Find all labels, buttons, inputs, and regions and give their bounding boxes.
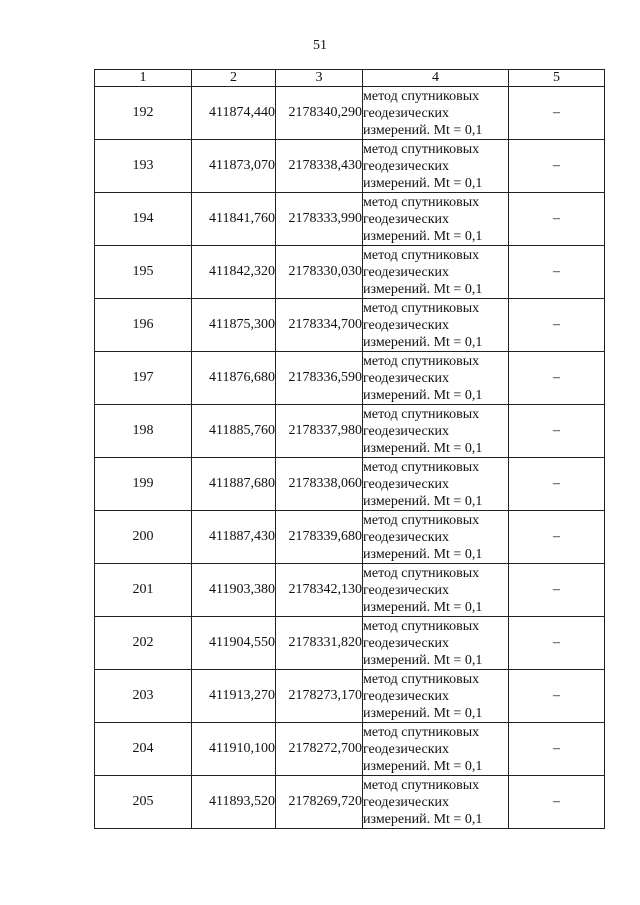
column-header-4: 4 [363, 70, 509, 87]
method-cell [363, 405, 509, 458]
method-line: геодезических [363, 582, 450, 598]
method-line: геодезических [363, 105, 450, 121]
table-row [95, 352, 605, 405]
y-coordinate-cell: 2178336,590 [276, 352, 363, 405]
method-line: метод спутниковых [363, 88, 480, 104]
method-cell [363, 723, 509, 776]
table-row [95, 776, 605, 829]
method-cell [363, 140, 509, 193]
y-coordinate-cell: 2178338,430 [276, 140, 363, 193]
note-cell: – [509, 617, 605, 670]
y-coordinate-cell: 2178333,990 [276, 193, 363, 246]
x-coordinate-cell: 411913,270 [192, 670, 276, 723]
y-coordinate-cell: 2178269,720 [276, 776, 363, 829]
y-coordinate-cell: 2178331,820 [276, 617, 363, 670]
method-line: метод спутниковых [363, 777, 480, 793]
x-coordinate-cell: 411842,320 [192, 246, 276, 299]
method-line: измерений. Mt = 0,1 [363, 175, 483, 191]
x-coordinate-cell: 411841,760 [192, 193, 276, 246]
point-number-cell: 192 [95, 87, 192, 140]
method-line: измерений. Mt = 0,1 [363, 599, 483, 615]
point-number-cell: 203 [95, 670, 192, 723]
x-coordinate-cell: 411893,520 [192, 776, 276, 829]
note-cell: – [509, 564, 605, 617]
method-line: геодезических [363, 794, 450, 810]
y-coordinate-cell: 2178338,060 [276, 458, 363, 511]
point-number-cell: 198 [95, 405, 192, 458]
note-cell: – [509, 352, 605, 405]
method-line: геодезических [363, 370, 450, 386]
point-number-cell: 205 [95, 776, 192, 829]
method-line: геодезических [363, 688, 450, 704]
method-line: измерений. Mt = 0,1 [363, 122, 483, 138]
method-line: метод спутниковых [363, 300, 480, 316]
note-cell: – [509, 458, 605, 511]
method-line: измерений. Mt = 0,1 [363, 811, 483, 827]
method-line: геодезических [363, 423, 450, 439]
table-body [95, 87, 605, 829]
method-cell [363, 511, 509, 564]
y-coordinate-cell: 2178340,290 [276, 87, 363, 140]
method-line: геодезических [363, 529, 450, 545]
table-row [95, 564, 605, 617]
x-coordinate-cell: 411885,760 [192, 405, 276, 458]
y-coordinate-cell: 2178330,030 [276, 246, 363, 299]
method-line: измерений. Mt = 0,1 [363, 652, 483, 668]
method-line: геодезических [363, 211, 450, 227]
x-coordinate-cell: 411904,550 [192, 617, 276, 670]
point-number-cell: 194 [95, 193, 192, 246]
method-line: метод спутниковых [363, 618, 480, 634]
x-coordinate-cell: 411887,430 [192, 511, 276, 564]
y-coordinate-cell: 2178334,700 [276, 299, 363, 352]
x-coordinate-cell: 411903,380 [192, 564, 276, 617]
table-row [95, 299, 605, 352]
point-number-cell: 202 [95, 617, 192, 670]
table-row [95, 511, 605, 564]
method-line: метод спутниковых [363, 141, 480, 157]
column-header-1: 1 [95, 70, 192, 87]
point-number-cell: 196 [95, 299, 192, 352]
table-row [95, 246, 605, 299]
table-header-row [95, 70, 605, 87]
point-number-cell: 201 [95, 564, 192, 617]
x-coordinate-cell: 411875,300 [192, 299, 276, 352]
method-line: измерений. Mt = 0,1 [363, 281, 483, 297]
column-header-5: 5 [509, 70, 605, 87]
method-line: измерений. Mt = 0,1 [363, 440, 483, 456]
method-line: измерений. Mt = 0,1 [363, 228, 483, 244]
table-row [95, 670, 605, 723]
method-cell [363, 776, 509, 829]
method-line: метод спутниковых [363, 671, 480, 687]
x-coordinate-cell: 411887,680 [192, 458, 276, 511]
method-line: измерений. Mt = 0,1 [363, 493, 483, 509]
point-number-cell: 193 [95, 140, 192, 193]
method-line: метод спутниковых [363, 459, 480, 475]
note-cell: – [509, 776, 605, 829]
method-line: метод спутниковых [363, 512, 480, 528]
method-line: геодезических [363, 635, 450, 651]
y-coordinate-cell: 2178342,130 [276, 564, 363, 617]
table-row [95, 617, 605, 670]
table-row [95, 87, 605, 140]
note-cell: – [509, 299, 605, 352]
x-coordinate-cell: 411876,680 [192, 352, 276, 405]
method-cell [363, 670, 509, 723]
x-coordinate-cell: 411873,070 [192, 140, 276, 193]
method-cell [363, 458, 509, 511]
table-row [95, 458, 605, 511]
method-line: метод спутниковых [363, 565, 480, 581]
table-row [95, 723, 605, 776]
method-line: метод спутниковых [363, 194, 480, 210]
y-coordinate-cell: 2178337,980 [276, 405, 363, 458]
method-line: измерений. Mt = 0,1 [363, 705, 483, 721]
table-row [95, 193, 605, 246]
coordinates-table [94, 69, 605, 829]
note-cell: – [509, 723, 605, 776]
column-header-3: 3 [276, 70, 363, 87]
method-line: измерений. Mt = 0,1 [363, 334, 483, 350]
method-line: метод спутниковых [363, 724, 480, 740]
note-cell: – [509, 193, 605, 246]
method-cell [363, 352, 509, 405]
y-coordinate-cell: 2178339,680 [276, 511, 363, 564]
note-cell: – [509, 140, 605, 193]
method-cell [363, 87, 509, 140]
column-header-2: 2 [192, 70, 276, 87]
point-number-cell: 197 [95, 352, 192, 405]
point-number-cell: 195 [95, 246, 192, 299]
method-cell [363, 564, 509, 617]
note-cell: – [509, 246, 605, 299]
note-cell: – [509, 511, 605, 564]
y-coordinate-cell: 2178272,700 [276, 723, 363, 776]
method-line: геодезических [363, 158, 450, 174]
table-row [95, 405, 605, 458]
note-cell: – [509, 405, 605, 458]
point-number-cell: 204 [95, 723, 192, 776]
point-number-cell: 200 [95, 511, 192, 564]
method-line: измерений. Mt = 0,1 [363, 758, 483, 774]
method-cell [363, 193, 509, 246]
page-number: 51 [313, 38, 327, 53]
method-line: геодезических [363, 317, 450, 333]
note-cell: – [509, 87, 605, 140]
method-line: метод спутниковых [363, 353, 480, 369]
note-cell: – [509, 670, 605, 723]
y-coordinate-cell: 2178273,170 [276, 670, 363, 723]
method-cell [363, 246, 509, 299]
method-line: геодезических [363, 741, 450, 757]
method-line: метод спутниковых [363, 247, 480, 263]
method-line: геодезических [363, 264, 450, 280]
x-coordinate-cell: 411910,100 [192, 723, 276, 776]
method-line: измерений. Mt = 0,1 [363, 387, 483, 403]
x-coordinate-cell: 411874,440 [192, 87, 276, 140]
method-line: измерений. Mt = 0,1 [363, 546, 483, 562]
method-line: метод спутниковых [363, 406, 480, 422]
point-number-cell: 199 [95, 458, 192, 511]
method-line: геодезических [363, 476, 450, 492]
method-cell [363, 617, 509, 670]
table-row [95, 140, 605, 193]
method-cell [363, 299, 509, 352]
